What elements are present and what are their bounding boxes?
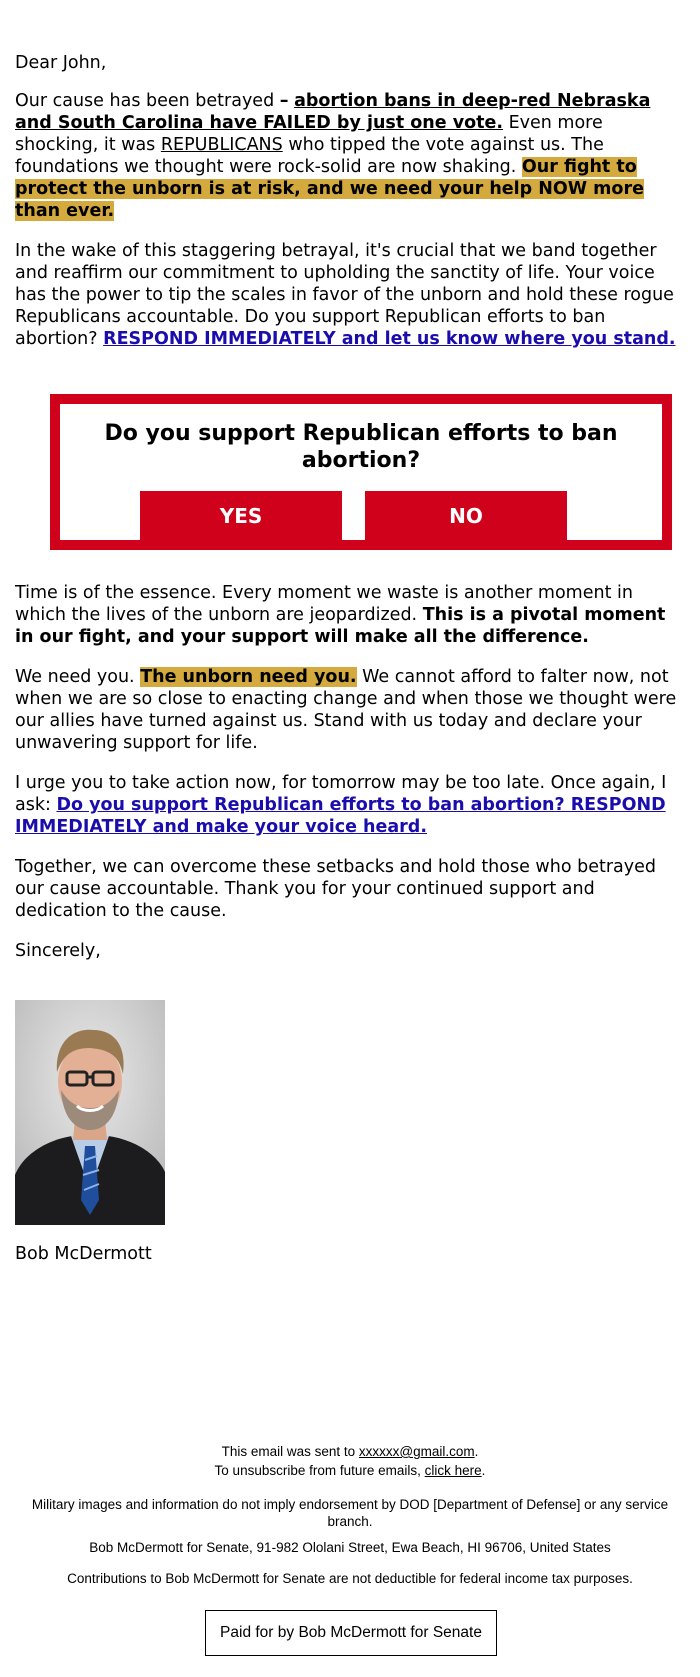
p3-bold: This is a pivotal moment in our fight, and your support will make all the difference. bbox=[15, 605, 666, 647]
p1-text-3: who tipped the vote against us. The foundations we thought were rock-solid are now shaking. bbox=[15, 135, 604, 177]
paragraph-need-you bbox=[15, 666, 687, 754]
p1-text-2: Even more shocking, it was bbox=[15, 113, 603, 155]
signature-name: Bob McDermott bbox=[15, 1244, 152, 1264]
footer-unsubscribe-line bbox=[0, 1462, 700, 1479]
respond-link-2[interactable]: Do you support Republican efforts to ban abortion? RESPOND IMMEDIATELY and make your voice heard. bbox=[15, 795, 666, 837]
footer-sent-line bbox=[0, 1443, 700, 1460]
footer-sent-suffix: . bbox=[474, 1444, 479, 1459]
poll-question: Do you support Republican efforts to ban abortion? bbox=[104, 421, 618, 473]
p1-highlight: Our fight to protect the unborn is at risk, and we need your help NOW more than ever. bbox=[15, 157, 644, 221]
closing: Sincerely, bbox=[15, 941, 101, 961]
p1-dash: – bbox=[279, 91, 289, 111]
email-body-continued bbox=[15, 582, 687, 980]
yes-button[interactable]: YES bbox=[140, 491, 342, 541]
p1-underlined-bold: abortion bans in deep-red Nebraska and South Carolina have FAILED by just one vote. bbox=[15, 91, 651, 133]
paragraph-betrayed bbox=[15, 90, 687, 222]
footer-address: Bob McDermott for Senate, 91-982 Ololani Street, Ewa Beach, HI 96706, United States bbox=[89, 1540, 611, 1555]
email-body bbox=[15, 52, 687, 368]
p2-text: In the wake of this staggering betrayal, it's crucial that we band together and reaffirm our commitment to upholding the sanctity of life. Your voice has the power to tip the scales in favor of the unborn and hold these rogue Republicans accountable. Do you support Republican efforts to ban abortion? bbox=[15, 241, 674, 349]
paragraph-urge bbox=[15, 772, 687, 838]
p4-text-1: We need you. bbox=[15, 667, 141, 687]
p1-republicans: REPUBLICANS bbox=[160, 135, 283, 155]
paragraph-time bbox=[15, 582, 687, 648]
footer-sent-prefix: This email was sent to bbox=[221, 1444, 359, 1459]
respond-link-1[interactable]: RESPOND IMMEDIATELY and let us know where you stand. bbox=[103, 329, 676, 349]
footer-military-disclaimer: Military images and information do not imply endorsement by DOD [Department of Defense] or any service branch. bbox=[31, 1497, 669, 1529]
poll-buttons bbox=[60, 491, 662, 541]
p5-text: I urge you to take action now, for tomorrow may be too late. Once again, I ask: bbox=[15, 773, 667, 815]
signature-photo bbox=[15, 1000, 165, 1225]
portrait-illustration bbox=[15, 1000, 165, 1225]
footer-unsub-suffix: . bbox=[481, 1463, 486, 1478]
p3-text: Time is of the essence. Every moment we waste is another moment in which the lives of the unborn are jeopardized. bbox=[15, 583, 633, 625]
footer-email-link[interactable]: xxxxxx@gmail.com bbox=[358, 1444, 475, 1459]
paragraph-wake bbox=[15, 240, 687, 350]
unsubscribe-link[interactable]: click here bbox=[424, 1463, 482, 1478]
footer-tax-disclaimer: Contributions to Bob McDermott for Senate are not deductible for federal income tax purposes. bbox=[67, 1571, 633, 1586]
greeting: Dear John, bbox=[15, 53, 107, 73]
p1-text-1: Our cause has been betrayed bbox=[15, 91, 280, 111]
p4-highlight: The unborn need you. bbox=[140, 667, 357, 687]
no-button[interactable]: NO bbox=[365, 491, 567, 541]
paragraph-together: Together, we can overcome these setbacks and hold those who betrayed our cause accountable. Thank you for your continued support and dedication to the cause. bbox=[15, 857, 656, 921]
footer-unsub-prefix: To unsubscribe from future emails, bbox=[214, 1463, 425, 1478]
poll-box bbox=[50, 394, 672, 550]
p4-text-2: We cannot afford to falter now, not when we are so close to enacting change and when those we thought were our allies have turned against us. Stand with us today and declare your unwavering support for life. bbox=[15, 667, 677, 753]
paid-for-box: Paid for by Bob McDermott for Senate bbox=[205, 1610, 497, 1656]
